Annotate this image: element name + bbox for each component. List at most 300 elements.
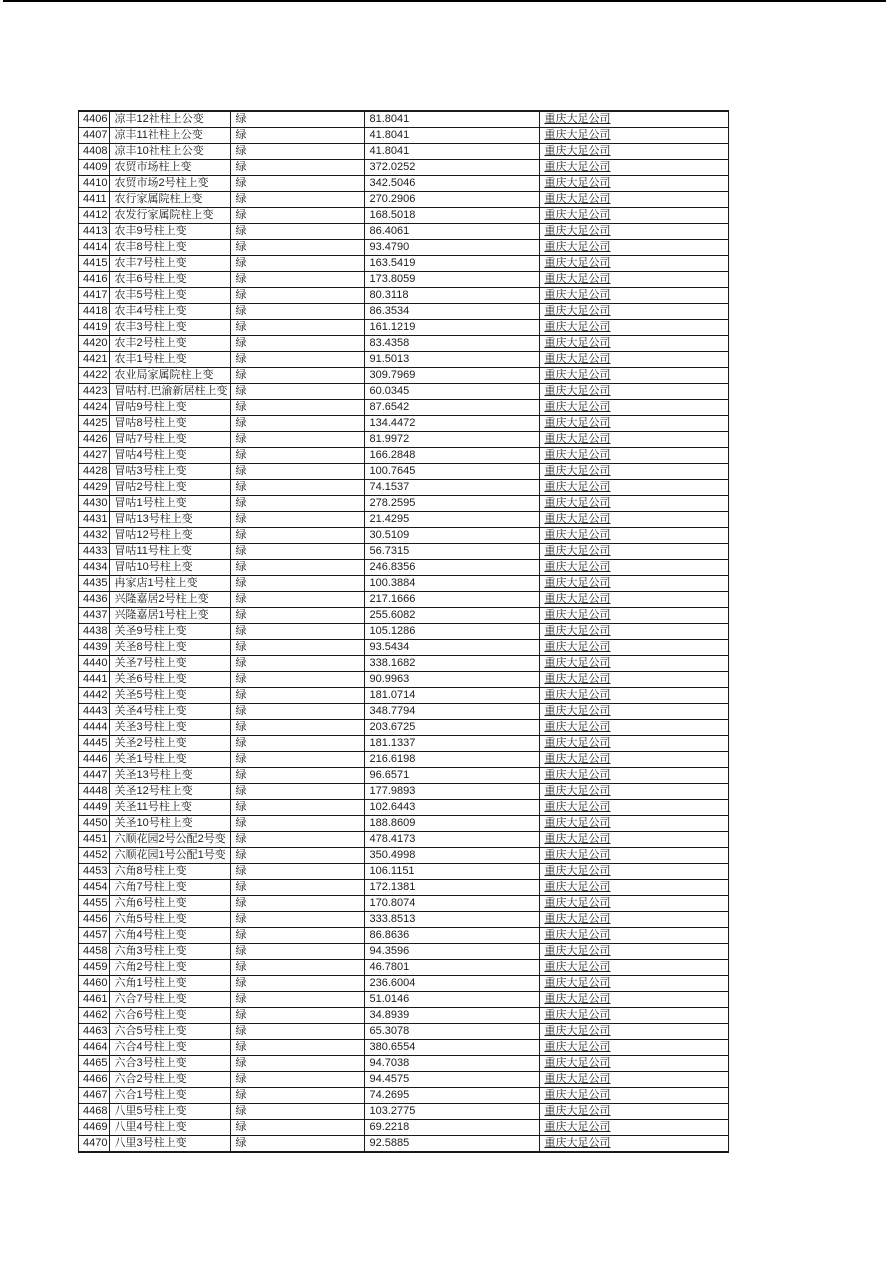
row-value-cell: 188.8609 bbox=[365, 816, 540, 832]
table-row bbox=[79, 368, 729, 384]
company-link[interactable]: 重庆大足公司 bbox=[540, 672, 729, 688]
company-link[interactable]: 重庆大足公司 bbox=[540, 1120, 729, 1136]
company-link[interactable]: 重庆大足公司 bbox=[540, 752, 729, 768]
row-value-cell: 81.8041 bbox=[365, 111, 540, 128]
row-name-cell: 冒咕10号柱上变 bbox=[110, 560, 231, 576]
company-link[interactable]: 重庆大足公司 bbox=[540, 720, 729, 736]
row-status-cell: 绿 bbox=[231, 1040, 365, 1056]
table-row bbox=[79, 1056, 729, 1072]
company-link[interactable]: 重庆大足公司 bbox=[540, 1008, 729, 1024]
row-id-cell: 4441 bbox=[79, 672, 110, 688]
row-status-cell: 绿 bbox=[231, 800, 365, 816]
row-name-cell: 农丰5号柱上变 bbox=[110, 288, 231, 304]
row-id-cell: 4416 bbox=[79, 272, 110, 288]
row-id-cell: 4407 bbox=[79, 128, 110, 144]
row-name-cell: 农贸市场柱上变 bbox=[110, 160, 231, 176]
row-name-cell: 农行家属院柱上变 bbox=[110, 192, 231, 208]
table-row bbox=[79, 111, 729, 128]
row-value-cell: 270.2906 bbox=[365, 192, 540, 208]
company-link[interactable]: 重庆大足公司 bbox=[540, 688, 729, 704]
row-status-cell: 绿 bbox=[231, 448, 365, 464]
row-value-cell: 86.4061 bbox=[365, 224, 540, 240]
company-link[interactable]: 重庆大足公司 bbox=[540, 1072, 729, 1088]
company-link[interactable]: 重庆大足公司 bbox=[540, 272, 729, 288]
row-name-cell: 冒咕3号柱上变 bbox=[110, 464, 231, 480]
row-value-cell: 86.8636 bbox=[365, 928, 540, 944]
row-value-cell: 60.0345 bbox=[365, 384, 540, 400]
row-value-cell: 177.9893 bbox=[365, 784, 540, 800]
row-value-cell: 90.9963 bbox=[365, 672, 540, 688]
row-name-cell: 关圣7号柱上变 bbox=[110, 656, 231, 672]
row-id-cell: 4451 bbox=[79, 832, 110, 848]
company-link[interactable]: 重庆大足公司 bbox=[540, 976, 729, 992]
row-name-cell: 六角1号柱上变 bbox=[110, 976, 231, 992]
table-row bbox=[79, 992, 729, 1008]
row-name-cell: 冒咕7号柱上变 bbox=[110, 432, 231, 448]
row-status-cell: 绿 bbox=[231, 960, 365, 976]
row-value-cell: 100.3884 bbox=[365, 576, 540, 592]
table-row bbox=[79, 848, 729, 864]
company-link[interactable]: 重庆大足公司 bbox=[540, 368, 729, 384]
company-link[interactable]: 重庆大足公司 bbox=[540, 1136, 729, 1153]
row-name-cell: 六角5号柱上变 bbox=[110, 912, 231, 928]
company-link[interactable]: 重庆大足公司 bbox=[540, 256, 729, 272]
company-link[interactable]: 重庆大足公司 bbox=[540, 640, 729, 656]
row-name-cell: 冒咕村.巴渝新居柱上变 bbox=[110, 384, 231, 400]
row-status-cell: 绿 bbox=[231, 352, 365, 368]
row-name-cell: 六合4号柱上变 bbox=[110, 1040, 231, 1056]
row-status-cell: 绿 bbox=[231, 320, 365, 336]
table-row bbox=[79, 256, 729, 272]
row-name-cell: 关圣5号柱上变 bbox=[110, 688, 231, 704]
company-link[interactable]: 重庆大足公司 bbox=[540, 352, 729, 368]
row-value-cell: 74.1537 bbox=[365, 480, 540, 496]
row-status-cell: 绿 bbox=[231, 544, 365, 560]
row-status-cell: 绿 bbox=[231, 1104, 365, 1120]
row-value-cell: 91.5013 bbox=[365, 352, 540, 368]
company-link[interactable]: 重庆大足公司 bbox=[540, 528, 729, 544]
row-id-cell: 4417 bbox=[79, 288, 110, 304]
row-value-cell: 173.8059 bbox=[365, 272, 540, 288]
row-id-cell: 4442 bbox=[79, 688, 110, 704]
row-id-cell: 4437 bbox=[79, 608, 110, 624]
row-id-cell: 4425 bbox=[79, 416, 110, 432]
company-link[interactable]: 重庆大足公司 bbox=[540, 656, 729, 672]
table-row bbox=[79, 144, 729, 160]
row-status-cell: 绿 bbox=[231, 528, 365, 544]
row-status-cell: 绿 bbox=[231, 272, 365, 288]
row-id-cell: 4426 bbox=[79, 432, 110, 448]
company-link[interactable]: 重庆大足公司 bbox=[540, 880, 729, 896]
company-link[interactable]: 重庆大足公司 bbox=[540, 784, 729, 800]
row-name-cell: 八里4号柱上变 bbox=[110, 1120, 231, 1136]
row-value-cell: 172.1381 bbox=[365, 880, 540, 896]
row-id-cell: 4431 bbox=[79, 512, 110, 528]
row-status-cell: 绿 bbox=[231, 832, 365, 848]
company-link[interactable]: 重庆大足公司 bbox=[540, 928, 729, 944]
table-row bbox=[79, 560, 729, 576]
company-link[interactable]: 重庆大足公司 bbox=[540, 160, 729, 176]
row-id-cell: 4420 bbox=[79, 336, 110, 352]
company-link[interactable]: 重庆大足公司 bbox=[540, 608, 729, 624]
row-id-cell: 4462 bbox=[79, 1008, 110, 1024]
row-status-cell: 绿 bbox=[231, 1072, 365, 1088]
company-link[interactable]: 重庆大足公司 bbox=[540, 432, 729, 448]
row-id-cell: 4411 bbox=[79, 192, 110, 208]
company-link[interactable]: 重庆大足公司 bbox=[540, 480, 729, 496]
table-row bbox=[79, 688, 729, 704]
row-status-cell: 绿 bbox=[231, 464, 365, 480]
row-value-cell: 161.1219 bbox=[365, 320, 540, 336]
row-value-cell: 246.8356 bbox=[365, 560, 540, 576]
row-id-cell: 4465 bbox=[79, 1056, 110, 1072]
table-row bbox=[79, 400, 729, 416]
row-value-cell: 203.6725 bbox=[365, 720, 540, 736]
row-id-cell: 4414 bbox=[79, 240, 110, 256]
row-name-cell: 六角3号柱上变 bbox=[110, 944, 231, 960]
row-name-cell: 冒咕12号柱上变 bbox=[110, 528, 231, 544]
row-name-cell: 六合3号柱上变 bbox=[110, 1056, 231, 1072]
transformer-table bbox=[78, 110, 729, 1153]
table-row bbox=[79, 320, 729, 336]
row-value-cell: 21.4295 bbox=[365, 512, 540, 528]
row-id-cell: 4444 bbox=[79, 720, 110, 736]
row-id-cell: 4456 bbox=[79, 912, 110, 928]
row-status-cell: 绿 bbox=[231, 224, 365, 240]
row-status-cell: 绿 bbox=[231, 496, 365, 512]
row-value-cell: 46.7801 bbox=[365, 960, 540, 976]
row-name-cell: 六角7号柱上变 bbox=[110, 880, 231, 896]
row-status-cell: 绿 bbox=[231, 240, 365, 256]
company-link[interactable]: 重庆大足公司 bbox=[540, 592, 729, 608]
table-row bbox=[79, 784, 729, 800]
row-id-cell: 4434 bbox=[79, 560, 110, 576]
row-value-cell: 65.3078 bbox=[365, 1024, 540, 1040]
row-value-cell: 105.1286 bbox=[365, 624, 540, 640]
company-link[interactable]: 重庆大足公司 bbox=[540, 1088, 729, 1104]
company-link[interactable]: 重庆大足公司 bbox=[540, 944, 729, 960]
table-row bbox=[79, 912, 729, 928]
company-link[interactable]: 重庆大足公司 bbox=[540, 736, 729, 752]
row-status-cell: 绿 bbox=[231, 752, 365, 768]
row-name-cell: 农丰1号柱上变 bbox=[110, 352, 231, 368]
company-link[interactable]: 重庆大足公司 bbox=[540, 448, 729, 464]
company-link[interactable]: 重庆大足公司 bbox=[540, 464, 729, 480]
row-id-cell: 4463 bbox=[79, 1024, 110, 1040]
row-value-cell: 380.6554 bbox=[365, 1040, 540, 1056]
row-name-cell: 关圣11号柱上变 bbox=[110, 800, 231, 816]
table-row bbox=[79, 608, 729, 624]
table-row bbox=[79, 384, 729, 400]
row-id-cell: 4461 bbox=[79, 992, 110, 1008]
row-id-cell: 4433 bbox=[79, 544, 110, 560]
company-link[interactable]: 重庆大足公司 bbox=[540, 416, 729, 432]
row-status-cell: 绿 bbox=[231, 1056, 365, 1072]
company-link[interactable]: 重庆大足公司 bbox=[540, 224, 729, 240]
row-status-cell: 绿 bbox=[231, 432, 365, 448]
company-link[interactable]: 重庆大足公司 bbox=[540, 384, 729, 400]
row-value-cell: 181.1337 bbox=[365, 736, 540, 752]
company-link[interactable]: 重庆大足公司 bbox=[540, 336, 729, 352]
row-id-cell: 4457 bbox=[79, 928, 110, 944]
row-name-cell: 关圣13号柱上变 bbox=[110, 768, 231, 784]
row-status-cell: 绿 bbox=[231, 304, 365, 320]
row-id-cell: 4470 bbox=[79, 1136, 110, 1153]
row-id-cell: 4421 bbox=[79, 352, 110, 368]
row-name-cell: 关圣2号柱上变 bbox=[110, 736, 231, 752]
row-status-cell: 绿 bbox=[231, 704, 365, 720]
row-value-cell: 81.9972 bbox=[365, 432, 540, 448]
row-value-cell: 338.1682 bbox=[365, 656, 540, 672]
company-link[interactable]: 重庆大足公司 bbox=[540, 912, 729, 928]
row-id-cell: 4469 bbox=[79, 1120, 110, 1136]
row-name-cell: 六顺花园1号公配1号变 bbox=[110, 848, 231, 864]
row-name-cell: 冒咕8号柱上变 bbox=[110, 416, 231, 432]
row-value-cell: 74.2695 bbox=[365, 1088, 540, 1104]
row-value-cell: 478.4173 bbox=[365, 832, 540, 848]
row-value-cell: 166.2848 bbox=[365, 448, 540, 464]
row-name-cell: 六合5号柱上变 bbox=[110, 1024, 231, 1040]
company-link[interactable]: 重庆大足公司 bbox=[540, 1040, 729, 1056]
row-status-cell: 绿 bbox=[231, 896, 365, 912]
row-name-cell: 六角4号柱上变 bbox=[110, 928, 231, 944]
row-status-cell: 绿 bbox=[231, 368, 365, 384]
company-link[interactable]: 重庆大足公司 bbox=[540, 800, 729, 816]
row-name-cell: 六角2号柱上变 bbox=[110, 960, 231, 976]
company-link[interactable]: 重庆大足公司 bbox=[540, 1104, 729, 1120]
row-name-cell: 冒咕2号柱上变 bbox=[110, 480, 231, 496]
table-row bbox=[79, 704, 729, 720]
company-link[interactable]: 重庆大足公司 bbox=[540, 816, 729, 832]
row-status-cell: 绿 bbox=[231, 816, 365, 832]
row-name-cell: 关圣3号柱上变 bbox=[110, 720, 231, 736]
row-name-cell: 六合1号柱上变 bbox=[110, 1088, 231, 1104]
row-id-cell: 4445 bbox=[79, 736, 110, 752]
row-status-cell: 绿 bbox=[231, 608, 365, 624]
row-value-cell: 255.6082 bbox=[365, 608, 540, 624]
row-value-cell: 350.4998 bbox=[365, 848, 540, 864]
company-link[interactable]: 重庆大足公司 bbox=[540, 128, 729, 144]
row-value-cell: 56.7315 bbox=[365, 544, 540, 560]
row-status-cell: 绿 bbox=[231, 256, 365, 272]
table-row bbox=[79, 976, 729, 992]
row-id-cell: 4418 bbox=[79, 304, 110, 320]
company-link[interactable]: 重庆大足公司 bbox=[540, 288, 729, 304]
row-id-cell: 4408 bbox=[79, 144, 110, 160]
company-link[interactable]: 重庆大足公司 bbox=[540, 208, 729, 224]
row-id-cell: 4458 bbox=[79, 944, 110, 960]
company-link[interactable]: 重庆大足公司 bbox=[540, 320, 729, 336]
row-value-cell: 92.5885 bbox=[365, 1136, 540, 1153]
row-status-cell: 绿 bbox=[231, 1136, 365, 1153]
table-row bbox=[79, 720, 729, 736]
table-row bbox=[79, 512, 729, 528]
row-id-cell: 4430 bbox=[79, 496, 110, 512]
row-id-cell: 4422 bbox=[79, 368, 110, 384]
row-status-cell: 绿 bbox=[231, 192, 365, 208]
table-row bbox=[79, 544, 729, 560]
row-status-cell: 绿 bbox=[231, 944, 365, 960]
row-name-cell: 关圣4号柱上变 bbox=[110, 704, 231, 720]
table-row bbox=[79, 336, 729, 352]
company-link[interactable]: 重庆大足公司 bbox=[540, 704, 729, 720]
row-id-cell: 4412 bbox=[79, 208, 110, 224]
company-link[interactable]: 重庆大足公司 bbox=[540, 832, 729, 848]
page-top-rule bbox=[3, 0, 886, 2]
row-name-cell: 六顺花园2号公配2号变 bbox=[110, 832, 231, 848]
row-name-cell: 农丰9号柱上变 bbox=[110, 224, 231, 240]
row-name-cell: 冒咕9号柱上变 bbox=[110, 400, 231, 416]
transformer-table-container bbox=[78, 110, 729, 1153]
row-id-cell: 4452 bbox=[79, 848, 110, 864]
table-row bbox=[79, 832, 729, 848]
row-value-cell: 94.7038 bbox=[365, 1056, 540, 1072]
row-status-cell: 绿 bbox=[231, 512, 365, 528]
row-id-cell: 4459 bbox=[79, 960, 110, 976]
row-status-cell: 绿 bbox=[231, 111, 365, 128]
table-row bbox=[79, 816, 729, 832]
row-status-cell: 绿 bbox=[231, 144, 365, 160]
row-name-cell: 关圣6号柱上变 bbox=[110, 672, 231, 688]
row-value-cell: 96.6571 bbox=[365, 768, 540, 784]
table-row bbox=[79, 656, 729, 672]
table-row bbox=[79, 1120, 729, 1136]
row-status-cell: 绿 bbox=[231, 880, 365, 896]
row-id-cell: 4432 bbox=[79, 528, 110, 544]
table-row bbox=[79, 736, 729, 752]
row-value-cell: 87.6542 bbox=[365, 400, 540, 416]
table-row bbox=[79, 624, 729, 640]
row-status-cell: 绿 bbox=[231, 176, 365, 192]
row-value-cell: 348.7794 bbox=[365, 704, 540, 720]
company-link[interactable]: 重庆大足公司 bbox=[540, 624, 729, 640]
row-value-cell: 342.5046 bbox=[365, 176, 540, 192]
row-value-cell: 236.6004 bbox=[365, 976, 540, 992]
row-id-cell: 4468 bbox=[79, 1104, 110, 1120]
company-link[interactable]: 重庆大足公司 bbox=[540, 960, 729, 976]
row-status-cell: 绿 bbox=[231, 656, 365, 672]
row-name-cell: 冒咕1号柱上变 bbox=[110, 496, 231, 512]
company-link[interactable]: 重庆大足公司 bbox=[540, 992, 729, 1008]
row-status-cell: 绿 bbox=[231, 1120, 365, 1136]
row-status-cell: 绿 bbox=[231, 848, 365, 864]
table-row bbox=[79, 480, 729, 496]
row-name-cell: 冉家店1号柱上变 bbox=[110, 576, 231, 592]
row-status-cell: 绿 bbox=[231, 592, 365, 608]
company-link[interactable]: 重庆大足公司 bbox=[540, 496, 729, 512]
row-status-cell: 绿 bbox=[231, 560, 365, 576]
table-row bbox=[79, 160, 729, 176]
row-value-cell: 372.0252 bbox=[365, 160, 540, 176]
table-row bbox=[79, 224, 729, 240]
row-name-cell: 六合6号柱上变 bbox=[110, 1008, 231, 1024]
row-status-cell: 绿 bbox=[231, 208, 365, 224]
table-row bbox=[79, 1040, 729, 1056]
company-link[interactable]: 重庆大足公司 bbox=[540, 848, 729, 864]
row-name-cell: 农业局家属院柱上变 bbox=[110, 368, 231, 384]
row-status-cell: 绿 bbox=[231, 864, 365, 880]
company-link[interactable]: 重庆大足公司 bbox=[540, 192, 729, 208]
row-name-cell: 农贸市场2号柱上变 bbox=[110, 176, 231, 192]
row-id-cell: 4410 bbox=[79, 176, 110, 192]
row-name-cell: 冒咕13号柱上变 bbox=[110, 512, 231, 528]
row-name-cell: 兴隆嘉居2号柱上变 bbox=[110, 592, 231, 608]
company-link[interactable]: 重庆大足公司 bbox=[540, 512, 729, 528]
row-id-cell: 4447 bbox=[79, 768, 110, 784]
row-id-cell: 4413 bbox=[79, 224, 110, 240]
row-status-cell: 绿 bbox=[231, 1024, 365, 1040]
company-link[interactable]: 重庆大足公司 bbox=[540, 544, 729, 560]
row-name-cell: 凉丰12社柱上公变 bbox=[110, 111, 231, 128]
row-id-cell: 4448 bbox=[79, 784, 110, 800]
row-id-cell: 4427 bbox=[79, 448, 110, 464]
table-row bbox=[79, 1088, 729, 1104]
row-id-cell: 4428 bbox=[79, 464, 110, 480]
row-id-cell: 4409 bbox=[79, 160, 110, 176]
company-link[interactable]: 重庆大足公司 bbox=[540, 144, 729, 160]
company-link[interactable]: 重庆大足公司 bbox=[540, 111, 729, 128]
row-id-cell: 4464 bbox=[79, 1040, 110, 1056]
company-link[interactable]: 重庆大足公司 bbox=[540, 304, 729, 320]
company-link[interactable]: 重庆大足公司 bbox=[540, 896, 729, 912]
row-value-cell: 34.8939 bbox=[365, 1008, 540, 1024]
row-id-cell: 4453 bbox=[79, 864, 110, 880]
company-link[interactable]: 重庆大足公司 bbox=[540, 400, 729, 416]
row-name-cell: 六合7号柱上变 bbox=[110, 992, 231, 1008]
row-id-cell: 4467 bbox=[79, 1088, 110, 1104]
company-link[interactable]: 重庆大足公司 bbox=[540, 1024, 729, 1040]
row-value-cell: 106.1151 bbox=[365, 864, 540, 880]
row-value-cell: 69.2218 bbox=[365, 1120, 540, 1136]
row-id-cell: 4450 bbox=[79, 816, 110, 832]
row-id-cell: 4440 bbox=[79, 656, 110, 672]
row-status-cell: 绿 bbox=[231, 640, 365, 656]
table-row bbox=[79, 192, 729, 208]
row-value-cell: 93.4790 bbox=[365, 240, 540, 256]
company-link[interactable]: 重庆大足公司 bbox=[540, 240, 729, 256]
row-id-cell: 4439 bbox=[79, 640, 110, 656]
company-link[interactable]: 重庆大足公司 bbox=[540, 768, 729, 784]
table-row bbox=[79, 1024, 729, 1040]
row-id-cell: 4423 bbox=[79, 384, 110, 400]
row-value-cell: 41.8041 bbox=[365, 144, 540, 160]
row-value-cell: 170.8074 bbox=[365, 896, 540, 912]
row-status-cell: 绿 bbox=[231, 416, 365, 432]
table-row bbox=[79, 304, 729, 320]
row-name-cell: 冒咕4号柱上变 bbox=[110, 448, 231, 464]
table-row bbox=[79, 208, 729, 224]
row-value-cell: 278.2595 bbox=[365, 496, 540, 512]
row-value-cell: 94.4575 bbox=[365, 1072, 540, 1088]
company-link[interactable]: 重庆大足公司 bbox=[540, 864, 729, 880]
row-name-cell: 农丰4号柱上变 bbox=[110, 304, 231, 320]
company-link[interactable]: 重庆大足公司 bbox=[540, 576, 729, 592]
table-row bbox=[79, 528, 729, 544]
company-link[interactable]: 重庆大足公司 bbox=[540, 176, 729, 192]
row-name-cell: 关圣12号柱上变 bbox=[110, 784, 231, 800]
row-value-cell: 217.1666 bbox=[365, 592, 540, 608]
table-row bbox=[79, 800, 729, 816]
row-status-cell: 绿 bbox=[231, 576, 365, 592]
row-value-cell: 51.0146 bbox=[365, 992, 540, 1008]
row-status-cell: 绿 bbox=[231, 480, 365, 496]
company-link[interactable]: 重庆大足公司 bbox=[540, 560, 729, 576]
company-link[interactable]: 重庆大足公司 bbox=[540, 1056, 729, 1072]
table-row bbox=[79, 896, 729, 912]
row-value-cell: 41.8041 bbox=[365, 128, 540, 144]
row-name-cell: 关圣9号柱上变 bbox=[110, 624, 231, 640]
table-row bbox=[79, 960, 729, 976]
